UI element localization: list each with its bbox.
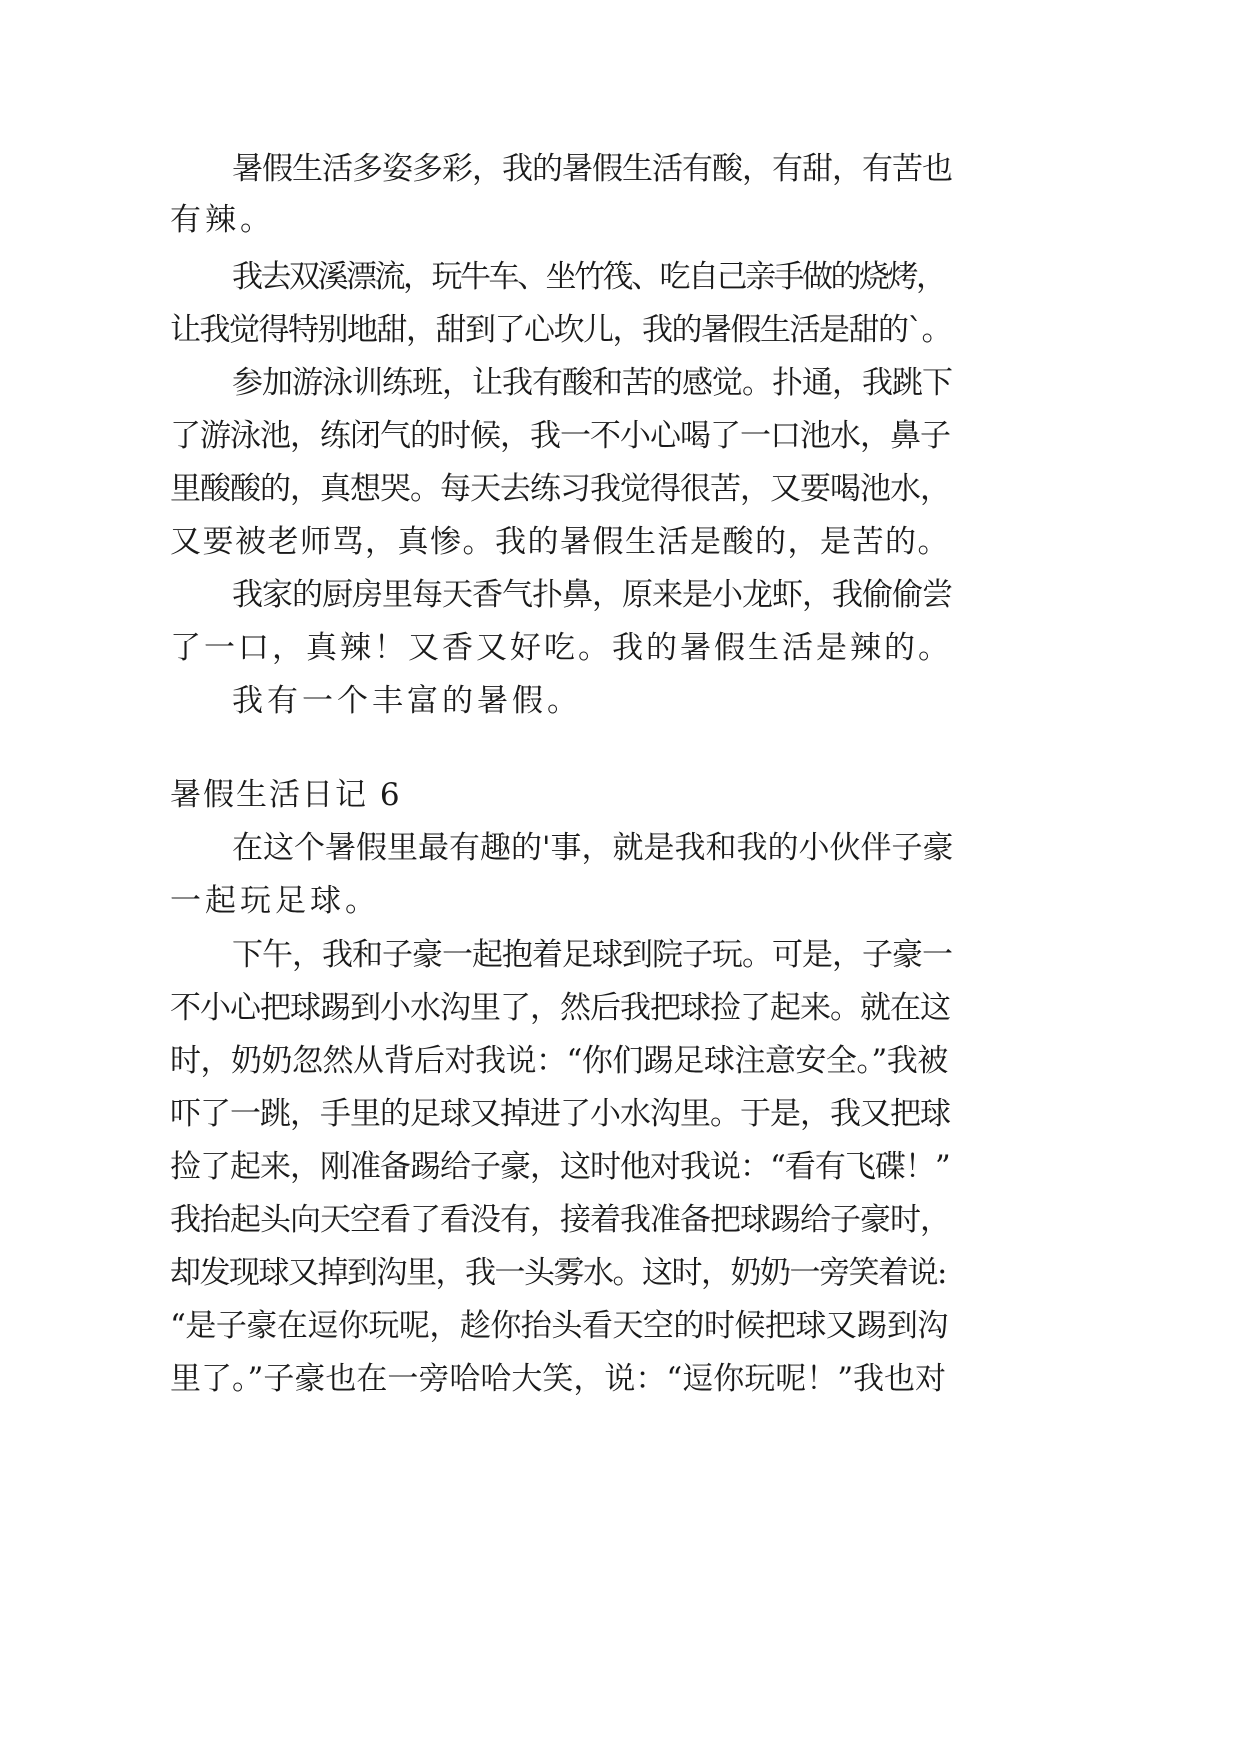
paragraph-line: 我有一个丰富的暑假。 [232, 683, 582, 719]
paragraph-line: 不小心把球踢到小水沟里了，然后我把球捡了起来。就在这 [170, 990, 950, 1026]
paragraph-line: 有辣。 [170, 202, 275, 238]
section-title: 暑假生活日记 6 [170, 777, 402, 813]
paragraph-line: 时，奶奶忽然从背后对我说：“你们踢足球注意安全。”我被 [170, 1043, 948, 1079]
paragraph-line: 下午，我和子豪一起抱着足球到院子玩。可是，子豪一 [232, 937, 952, 973]
paragraph-line: 了游泳池，练闭气的时候，我一不小心喝了一口池水，鼻子 [170, 418, 950, 454]
paragraph-line: 参加游泳训练班，让我有酸和苦的感觉。扑通，我跳下 [232, 365, 952, 401]
paragraph-line: 却发现球又掉到沟里，我一头雾水。这时，奶奶一旁笑着说: [170, 1255, 946, 1291]
paragraph-line: 暑假生活多姿多彩，我的暑假生活有酸，有甜，有苦也 [232, 151, 952, 187]
paragraph-line: 我抬起头向天空看了看没有，接着我准备把球踢给子豪时， [170, 1202, 950, 1238]
paragraph-line: 捡了起来，刚准备踢给子豪，这时他对我说：“看有飞碟！” [170, 1149, 950, 1185]
paragraph-line: 里了。”子豪也在一旁哈哈大笑，说：“逗你玩呢！”我也对 [170, 1361, 947, 1397]
paragraph-line: 让我觉得特别地甜，甜到了心坎儿，我的暑假生活是甜的`。 [170, 312, 951, 348]
paragraph-line: 我家的厨房里每天香气扑鼻，原来是小龙虾，我偷偷尝 [232, 577, 952, 613]
paragraph-line: 我去双溪漂流，玩牛车、坐竹筏、吃自己亲手做的烧烤， [232, 259, 945, 295]
paragraph-line: 一起玩足球。 [170, 883, 380, 919]
paragraph-line: 了一口，真辣！又香又好吃。我的暑假生活是辣的。 [170, 630, 952, 666]
paragraph-line: 吓了一跳，手里的足球又掉进了小水沟里。于是，我又把球 [170, 1096, 950, 1132]
paragraph-line: 又要被老师骂，真惨。我的暑假生活是酸的，是苦的。 [170, 524, 950, 560]
paragraph-line: 在这个暑假里最有趣的'事，就是我和我的小伙伴子豪 [232, 830, 954, 866]
paragraph-line: “是子豪在逗你玩呢，趁你抬头看天空的时候把球又踢到沟 [170, 1308, 948, 1344]
paragraph-line: 里酸酸的，真想哭。每天去练习我觉得很苦，又要喝池水， [170, 471, 950, 507]
